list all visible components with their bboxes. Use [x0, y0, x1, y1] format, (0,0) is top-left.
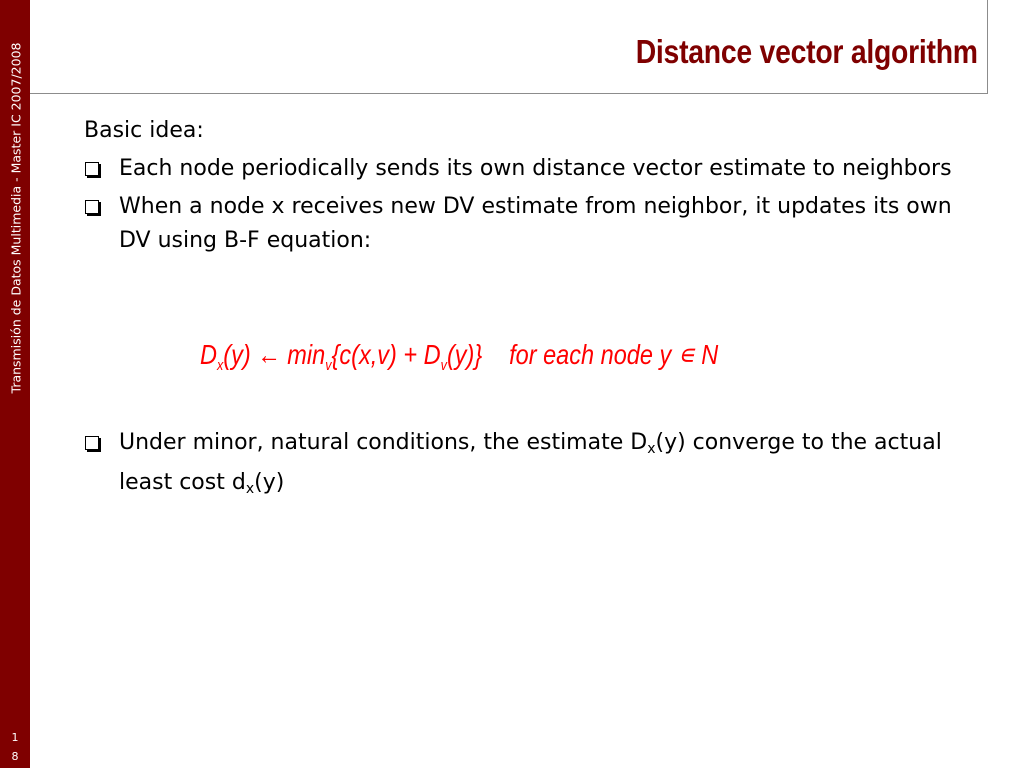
bullet-text-part1: Under minor, natural conditions, the estimate D	[119, 430, 648, 455]
formula-sub-v2: v	[440, 357, 447, 374]
formula-tail: for each node y ∊ N	[509, 339, 719, 370]
title-side-divider	[987, 0, 988, 94]
sidebar-course-label: Transmisión de Datos Multimedia - Master IC 2007/2008	[8, 42, 24, 394]
bullet-text: Each node periodically sends its own distance vector estimate to neighbors	[119, 156, 952, 181]
checkbox-bullet-icon	[85, 162, 99, 176]
bellman-ford-equation	[200, 338, 738, 374]
formula-part2: {c(x,v) + D	[331, 339, 441, 370]
sidebar	[0, 0, 30, 768]
bullet-item	[84, 426, 984, 506]
formula-sub-x: x	[216, 357, 224, 374]
bullet-text-part2: (y) converge to the actual least cost d	[119, 430, 942, 495]
bullet-sub-x2: x	[245, 481, 255, 497]
bullet-item	[84, 190, 984, 258]
formula-part3: (y)}	[446, 339, 483, 370]
slide-title: Distance vector algorithm	[635, 33, 978, 70]
slide-number: 18	[11, 731, 19, 763]
formula-part1: (y) ← min	[223, 339, 326, 370]
formula-d: D	[200, 339, 217, 370]
bullet-text-part3: (y)	[254, 470, 285, 495]
slide-body	[84, 114, 984, 262]
title-divider	[30, 93, 988, 94]
bullet-sub-x: x	[647, 441, 656, 457]
intro-text: Basic idea:	[84, 118, 204, 143]
checkbox-bullet-icon	[85, 436, 99, 450]
checkbox-bullet-icon	[85, 200, 99, 214]
formula-sub-v: v	[325, 357, 332, 374]
bullet-item	[84, 152, 984, 186]
bullet-text: When a node x receives new DV estimate from neighbor, it updates its own DV using B-F equation:	[119, 194, 952, 253]
slide-body-lower	[84, 426, 984, 510]
